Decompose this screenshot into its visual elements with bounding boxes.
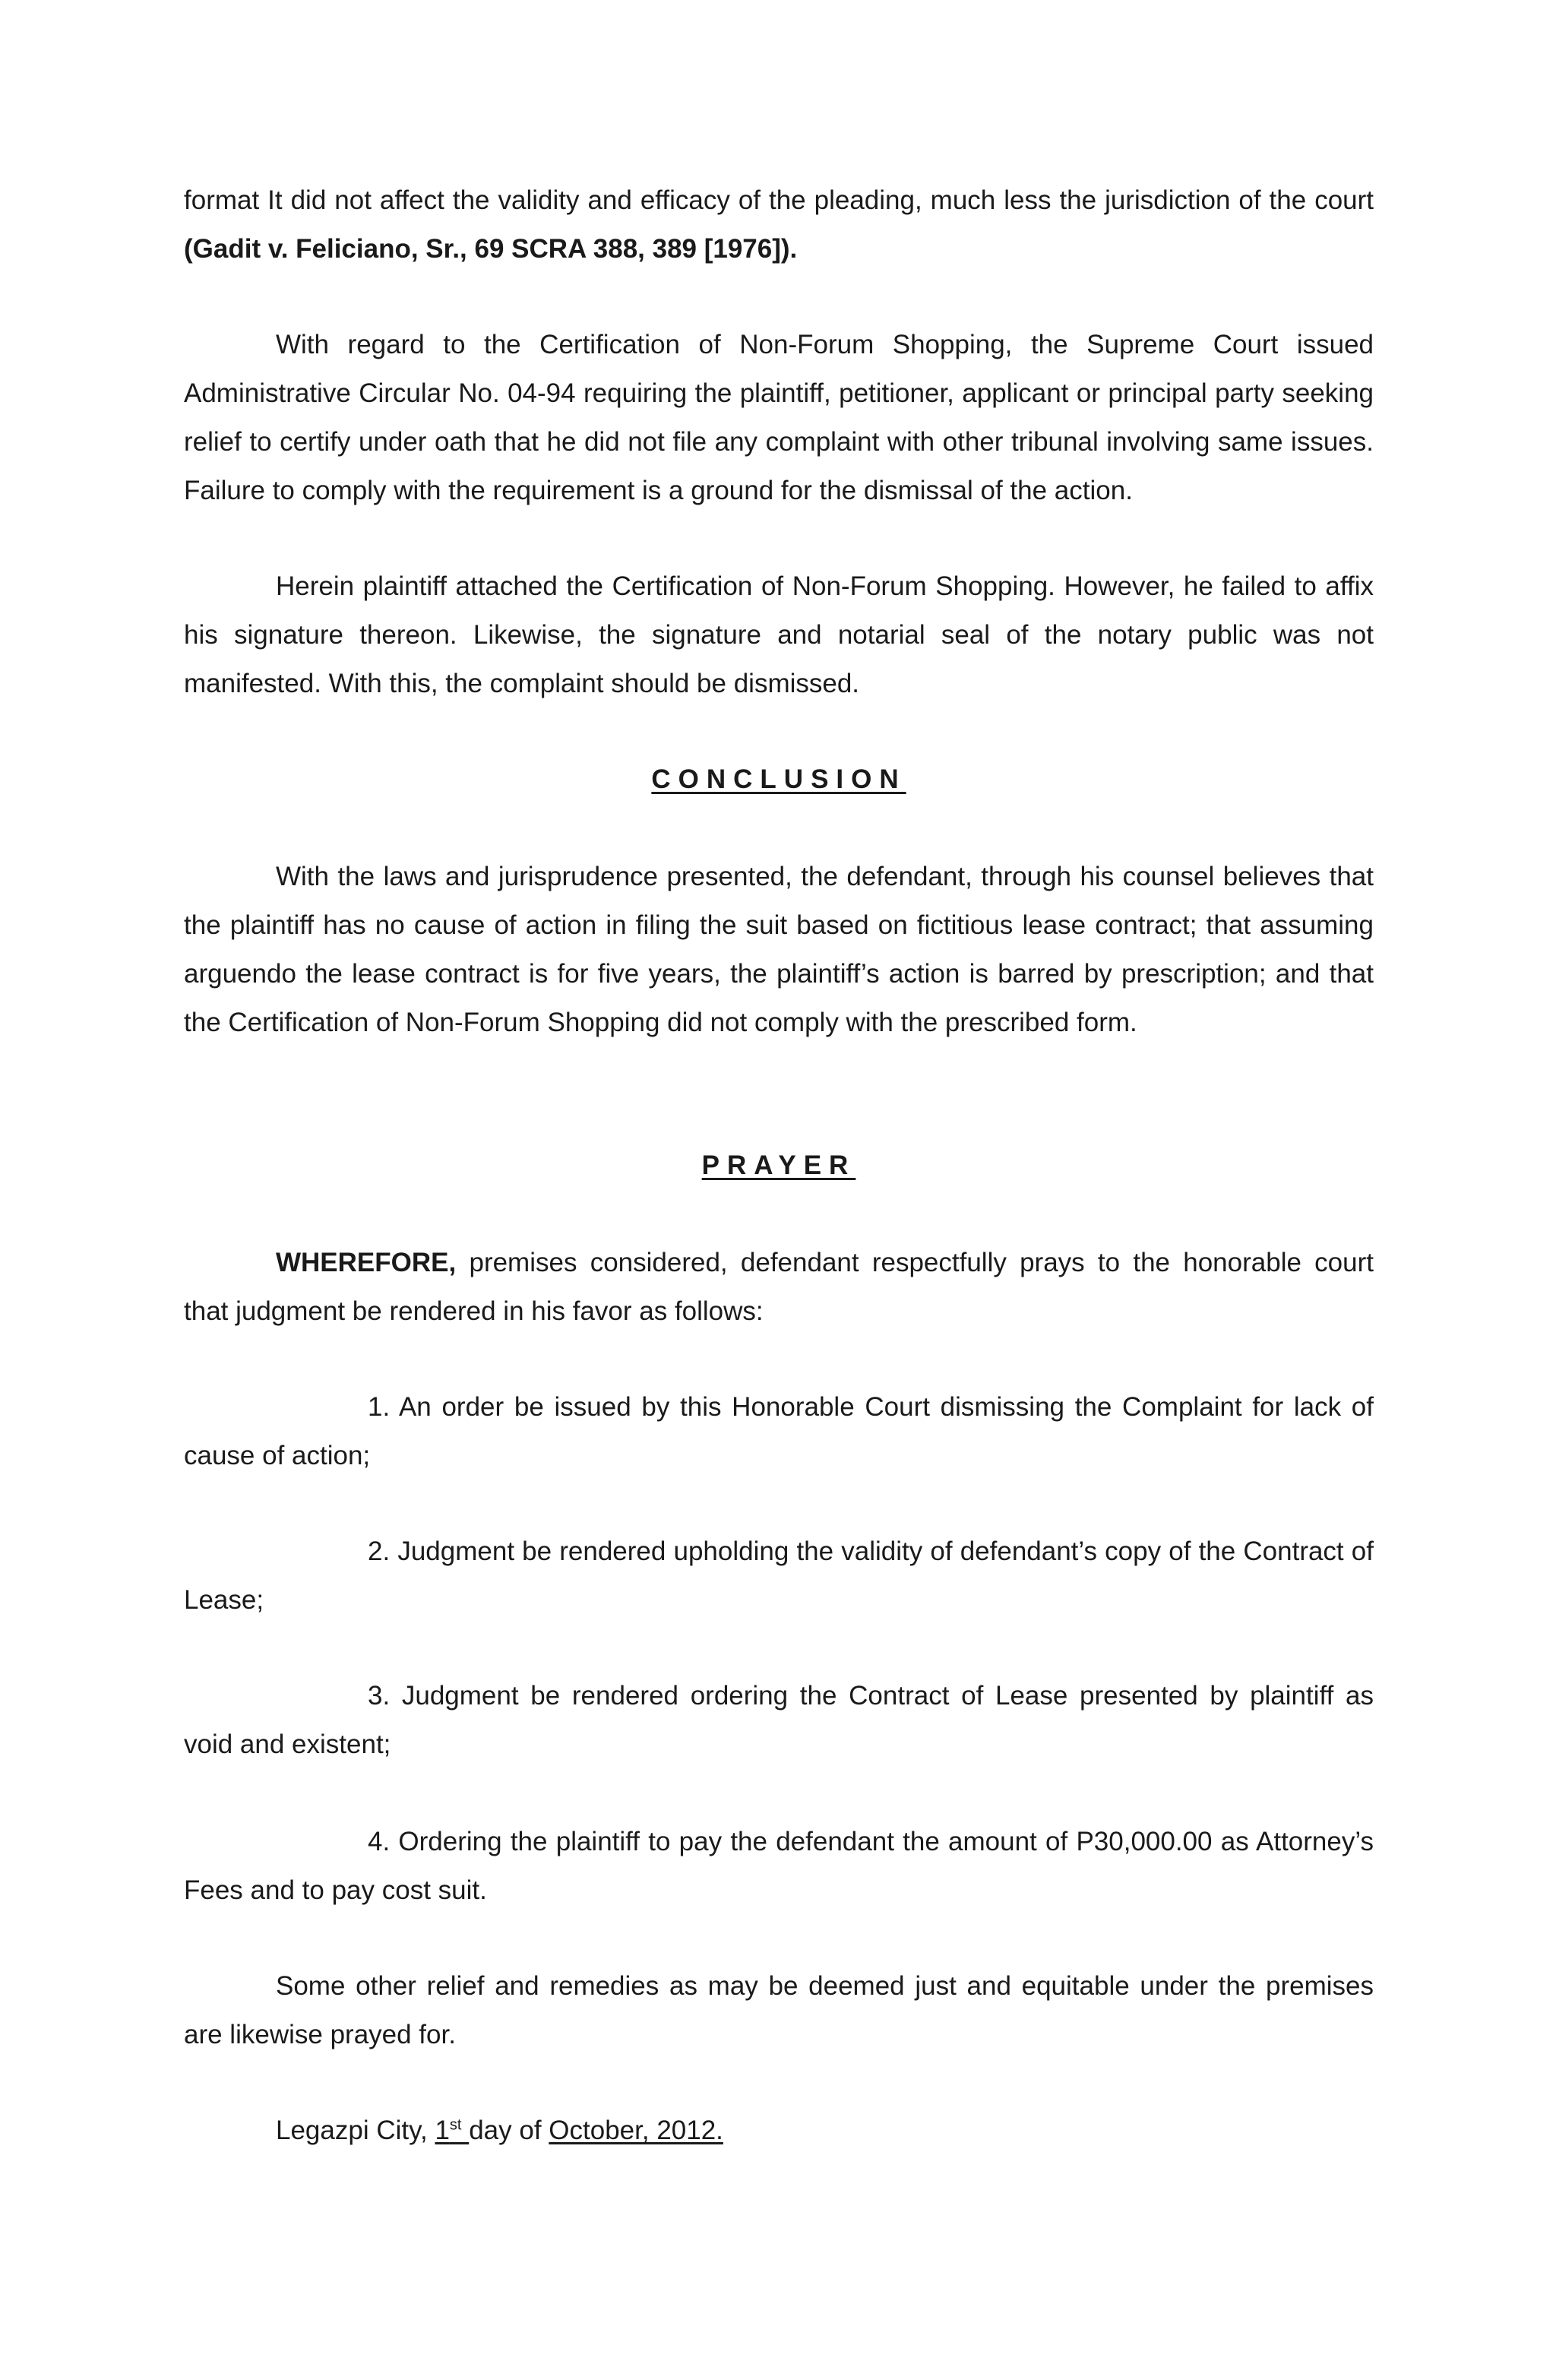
dateline-month-year: October, 2012. (549, 2116, 723, 2145)
paragraph-text: format It did not affect the validity and efficacy of the pleading, much less the jurisdiction of the court (184, 185, 1374, 215)
dateline-place: Legazpi City, (276, 2116, 435, 2145)
prayer-item-1: 1. An order be issued by this Honorable Court dismissing the Complaint for lack of cause of action; (184, 1392, 1374, 1470)
conclusion-heading: CONCLUSION (651, 764, 906, 794)
prayer-item-3: 3. Judgment be rendered ordering the Contract of Lease presented by plaintiff as void and existent; (184, 1681, 1374, 1759)
case-citation: (Gadit v. Feliciano, Sr., 69 SCRA 388, 389 [1976]). (184, 234, 798, 264)
dateline (184, 2106, 1374, 2155)
paragraph-plaintiff-certification: Herein plaintiff attached the Certification of Non-Forum Shopping. However, he failed to affix his signature thereon. Likewise, the signature and notarial seal of the notary public was not manifested. With this, the complaint should be dismissed. (184, 571, 1374, 698)
prayer-heading: PRAYER (701, 1150, 856, 1180)
paragraph-format-validity (184, 176, 1374, 274)
dateline-day-suffix: st (449, 2116, 462, 2134)
document-page (184, 0, 1374, 2380)
paragraph-non-forum-shopping: With regard to the Certification of Non-Forum Shopping, the Supreme Court issued Administrative Circular No. 04-94 requiring the plaintiff, petitioner, applicant or principal party seeking relief to certify under oath that he did not file any complaint with other tribunal involving same issues. Failure to comply with the requirement is a ground for the dismissal of the action. (184, 330, 1374, 505)
relief-paragraph: Some other relief and remedies as may be deemed just and equitable under the premises are likewise prayed for. (184, 1971, 1374, 2049)
prayer-item-4: 4. Ordering the plaintiff to pay the defendant the amount of P30,000.00 as Attorney’s Fees and to pay cost suit. (184, 1827, 1374, 1905)
prayer-intro-paragraph (184, 1239, 1374, 1336)
dateline-day (435, 2116, 469, 2145)
prayer-intro-text: premises considered, defendant respectfully prays to the honorable court that judgment be rendered in his favor as follows: (184, 1248, 1374, 1326)
dateline-middle: day of (469, 2116, 549, 2145)
dateline-day-number: 1 (435, 2116, 450, 2145)
prayer-item-2: 2. Judgment be rendered upholding the validity of defendant’s copy of the Contract of Lease; (184, 1537, 1374, 1615)
conclusion-paragraph: With the laws and jurisprudence presented, the defendant, through his counsel believes that the plaintiff has no cause of action in filing the suit based on fictitious lease contract; that assuming arguendo the lease contract is for five years, the plaintiff’s action is barred by prescription; and that the Certification of Non-Forum Shopping did not comply with the prescribed form. (184, 862, 1374, 1037)
wherefore-label: WHEREFORE, (276, 1248, 457, 1277)
